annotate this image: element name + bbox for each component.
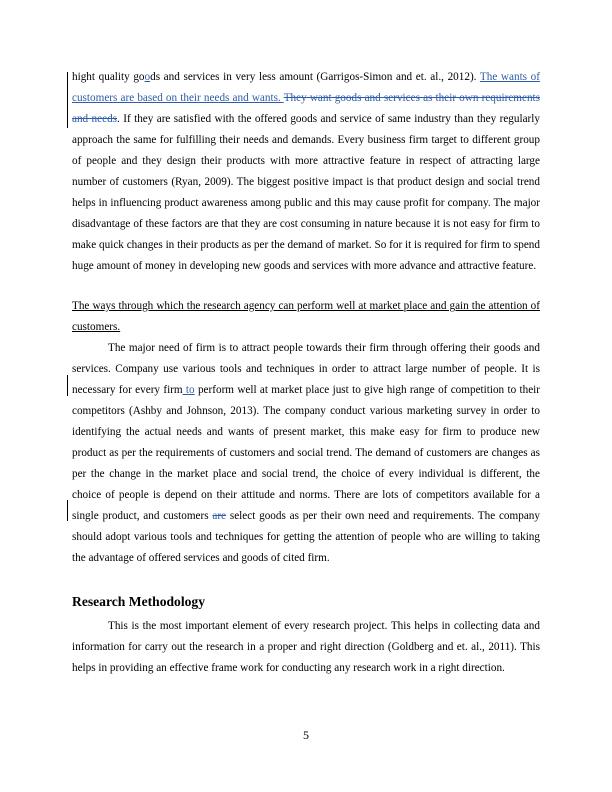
body-paragraph-2: The major need of firm is to attract people towards their firm through offering their goods and services. Company use various tools and techniques in order to attract large number of people. It is necessary for every firm to perform well at market place just to give high range of competition to their competitors (Ashby and Johnson, 2013). The company conduct various marketing survey in order to identifying the actual needs and wants of present market, this make easy for firm to produce new product as per the requirements of customers and social trend. The demand of customers are changes as per the change in the market place and social trend, the choice of every individual is different, the choice of people is depend on their attitude and norms. There are lots of competitors available for a single product, and customers are select goods as per their own need and requirements. The company should adopt various tools and techniques for getting the attention of people who are willing to taking the advantage of offered services and goods of cited firm.	[72, 342, 540, 564]
tracked-deletion: are	[212, 510, 227, 522]
change-bar	[67, 375, 68, 396]
tracked-insertion: to	[182, 384, 195, 396]
change-bar	[67, 500, 68, 521]
body-paragraph-3: This is the most important element of every research project. This helps in collecting data and information for carry out the research in a proper and right direction (Goldberg and et. al., 2011). This helps in providing an effective frame work for conducting any research work in a right direction.	[72, 620, 540, 674]
underlined-subheading: The ways through which the research agency can perform well at market place and gain the attention of customers.	[72, 300, 540, 333]
body-paragraph-1: hight quality goods and services in very less amount (Garrigos-Simon and et. al., 2012). The wants of customers are based on their needs and wants. They want goods and services as their own requirements and needs. If they are satisfied with the offered goods and service of same industry than they regularly approach the same for fulfilling their needs and demands. Every business firm target to different group of people and they design their products with more attractive feature in respect of attracting large number of customers (Ryan, 2009). The biggest positive impact is that product design and social trend helps in influencing product awareness among public and this may cause profit for company. The major disadvantage of these factors are that they are cost consuming in nature because it is not easy for firm to make quick changes in their products as per the demand of market. So for it is required for firm to spend huge amount of money in developing new goods and services with more advance and attractive feature.	[72, 71, 541, 272]
change-bar	[67, 72, 68, 128]
page-number: 5	[303, 728, 309, 742]
tracked-insertion: o	[144, 71, 151, 83]
tracked-deletion: They want goods and services as their own requirements and needs	[72, 92, 541, 125]
tracked-insertion: The wants of customers are based on their needs and wants.	[72, 71, 540, 104]
section-heading: Research Methodology	[72, 594, 206, 609]
